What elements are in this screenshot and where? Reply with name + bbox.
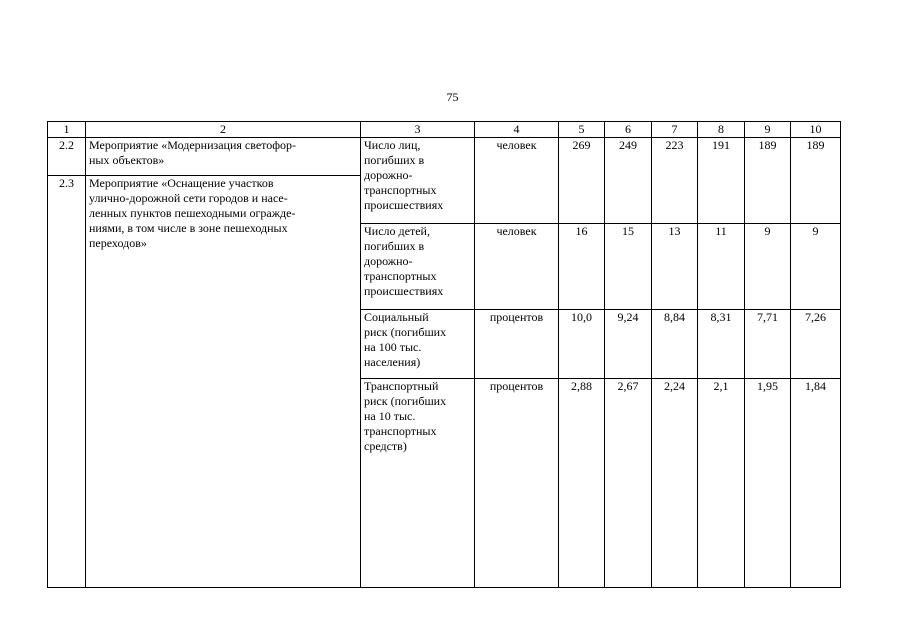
unit-cell: человек: [475, 138, 559, 224]
value-cell: 15: [605, 224, 652, 310]
table-row: [48, 138, 841, 176]
value-cell: 11: [698, 224, 745, 310]
indicator-name: [361, 379, 475, 588]
header-cell: 4: [475, 122, 559, 138]
value-cell: 8,84: [652, 310, 698, 379]
value-cell: 249: [605, 138, 652, 224]
header-cell: 1: [48, 122, 86, 138]
row-number: 2.3: [48, 176, 86, 588]
header-cell: 7: [652, 122, 698, 138]
value-cell: 9: [791, 224, 841, 310]
activity-text-line: Мероприятие «Оснащение участков: [89, 176, 274, 190]
value-cell: 10,0: [559, 310, 605, 379]
value-cell: 2,88: [559, 379, 605, 588]
indicator-text-line: происшествиях: [364, 284, 444, 298]
indicator-text-line: Транспортный: [364, 379, 439, 393]
header-cell: 9: [745, 122, 791, 138]
value-cell: 2,1: [698, 379, 745, 588]
indicator-text-line: на 10 тыс.: [364, 409, 416, 423]
indicator-text-line: погибших в: [364, 153, 425, 167]
value-cell: 9: [745, 224, 791, 310]
value-cell: 191: [698, 138, 745, 224]
indicator-text-line: Социальный: [364, 310, 429, 324]
row-number: 2.2: [48, 138, 86, 176]
activity-text-line: ниями, в том числе в зоне пешеходных: [89, 221, 288, 235]
page-number: 75: [446, 90, 459, 104]
value-cell: 7,26: [791, 310, 841, 379]
activity-name: [86, 138, 361, 176]
header-cell: 6: [605, 122, 652, 138]
activity-text-line: ных объектов»: [89, 153, 165, 167]
value-cell: 1,95: [745, 379, 791, 588]
indicator-name: [361, 310, 475, 379]
value-cell: 2,24: [652, 379, 698, 588]
indicator-text-line: транспортных: [364, 424, 437, 438]
indicator-text-line: риск (погибших: [364, 325, 447, 339]
indicators-table: [47, 121, 841, 588]
value-cell: 7,71: [745, 310, 791, 379]
activity-text-line: ленных пунктов пешеходными огражде-: [89, 206, 296, 220]
header-cell: 8: [698, 122, 745, 138]
indicator-text-line: происшествиях: [364, 198, 444, 212]
value-cell: 16: [559, 224, 605, 310]
indicator-text-line: дорожно-: [364, 254, 413, 268]
indicator-text-line: риск (погибших: [364, 394, 447, 408]
unit-cell: процентов: [475, 379, 559, 588]
unit-cell: процентов: [475, 310, 559, 379]
value-cell: 269: [559, 138, 605, 224]
indicator-text-line: дорожно-: [364, 168, 413, 182]
value-cell: 2,67: [605, 379, 652, 588]
activity-text-line: Мероприятие «Модернизация светофор-: [89, 138, 297, 152]
activity-name: [86, 176, 361, 588]
indicator-text-line: погибших в: [364, 239, 425, 253]
indicator-text-line: транспортных: [364, 183, 437, 197]
activity-text-line: улично-дорожной сети городов и насе-: [89, 191, 288, 205]
value-cell: 223: [652, 138, 698, 224]
indicator-text-line: Число лиц,: [364, 138, 421, 152]
value-cell: 189: [745, 138, 791, 224]
indicator-text-line: Число детей,: [364, 224, 430, 238]
indicator-text-line: транспортных: [364, 269, 437, 283]
header-cell: 3: [361, 122, 475, 138]
header-cell: 10: [791, 122, 841, 138]
value-cell: 189: [791, 138, 841, 224]
value-cell: 9,24: [605, 310, 652, 379]
value-cell: 13: [652, 224, 698, 310]
unit-cell: человек: [475, 224, 559, 310]
indicator-text-line: средств): [364, 439, 407, 453]
header-row: [48, 122, 841, 138]
indicator-text-line: населения): [364, 355, 421, 369]
header-cell: 5: [559, 122, 605, 138]
value-cell: 1,84: [791, 379, 841, 588]
indicator-name: [361, 224, 475, 310]
header-cell: 2: [86, 122, 361, 138]
value-cell: 8,31: [698, 310, 745, 379]
indicator-name: [361, 138, 475, 224]
indicator-text-line: на 100 тыс.: [364, 340, 422, 354]
activity-text-line: переходов»: [89, 236, 147, 250]
